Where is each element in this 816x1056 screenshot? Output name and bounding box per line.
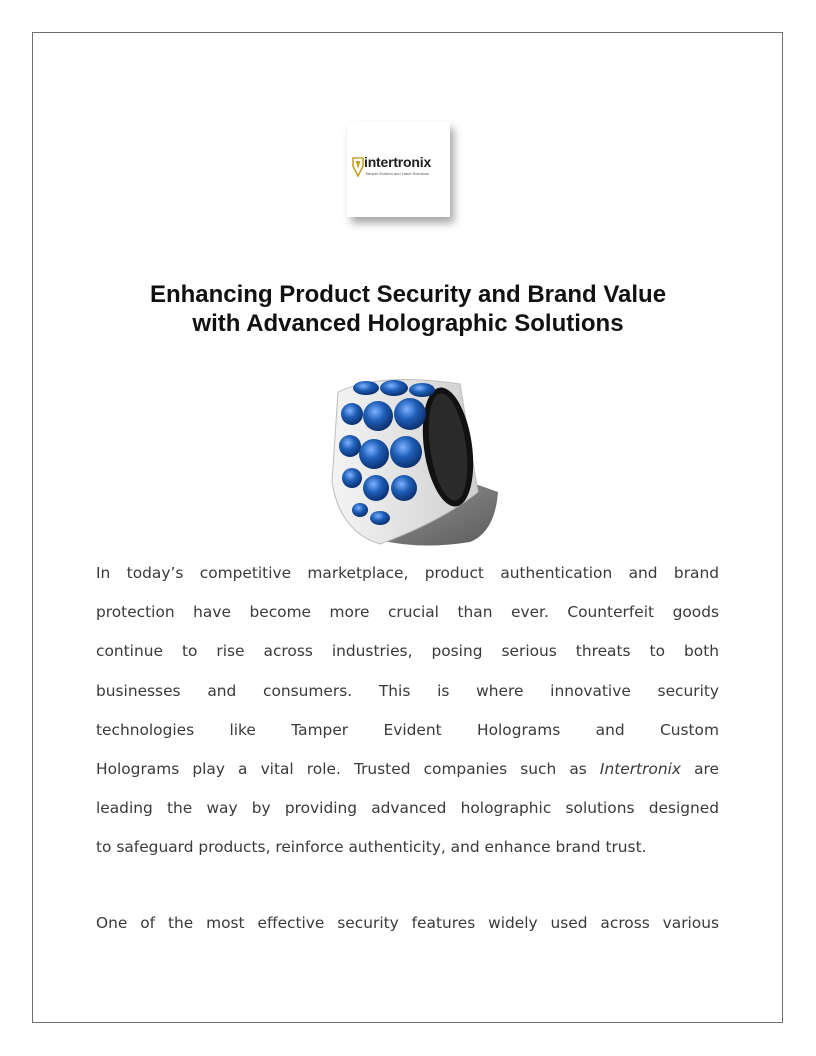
page-title — [100, 280, 716, 338]
shield-logo-icon — [352, 157, 364, 177]
link-tamper-evident-holograms[interactable]: Tamper Evident Holograms — [291, 720, 561, 739]
text-segment: technologies like — [96, 720, 256, 739]
link-custom-holograms-part-1[interactable]: Custom — [660, 720, 719, 739]
intro-paragraph — [96, 554, 719, 868]
paragraph-line: One of the most effective security features widely used across various — [96, 914, 719, 932]
second-paragraph — [96, 904, 719, 943]
paragraph-line — [96, 750, 719, 789]
logo-tagline: Tamper Evident and Label Solutions — [365, 171, 430, 176]
title-line-2: with Advanced Holographic Solutions — [192, 310, 624, 337]
paragraph-line: leading the way by providing advanced holographic solutions designed — [96, 799, 719, 818]
text-segment: and — [595, 720, 625, 739]
title-line-1: Enhancing Product Security and Brand Value — [149, 281, 667, 308]
text-segment: are — [694, 760, 719, 779]
company-name: Intertronix — [599, 760, 681, 779]
logo-card — [347, 122, 450, 217]
hologram-label-roll-icon — [320, 372, 500, 552]
paragraph-line — [96, 711, 719, 750]
paragraph-line: protection have become more crucial than ever. Counterfeit goods — [96, 603, 719, 622]
paragraph-line: continue to rise across industries, posing serious threats to both — [96, 642, 719, 661]
paragraph-line: In today’s competitive marketplace, product authentication and brand — [96, 564, 719, 582]
paragraph-line: to safeguard products, reinforce authenticity, and enhance brand trust. — [96, 838, 647, 857]
paragraph-line: businesses and consumers. This is where innovative security — [96, 681, 719, 700]
logo-wordmark: intertronix — [364, 154, 432, 170]
text-segment: play a vital role. Trusted companies such as — [192, 760, 587, 779]
link-custom-holograms-part-2[interactable]: Holograms — [96, 760, 180, 779]
